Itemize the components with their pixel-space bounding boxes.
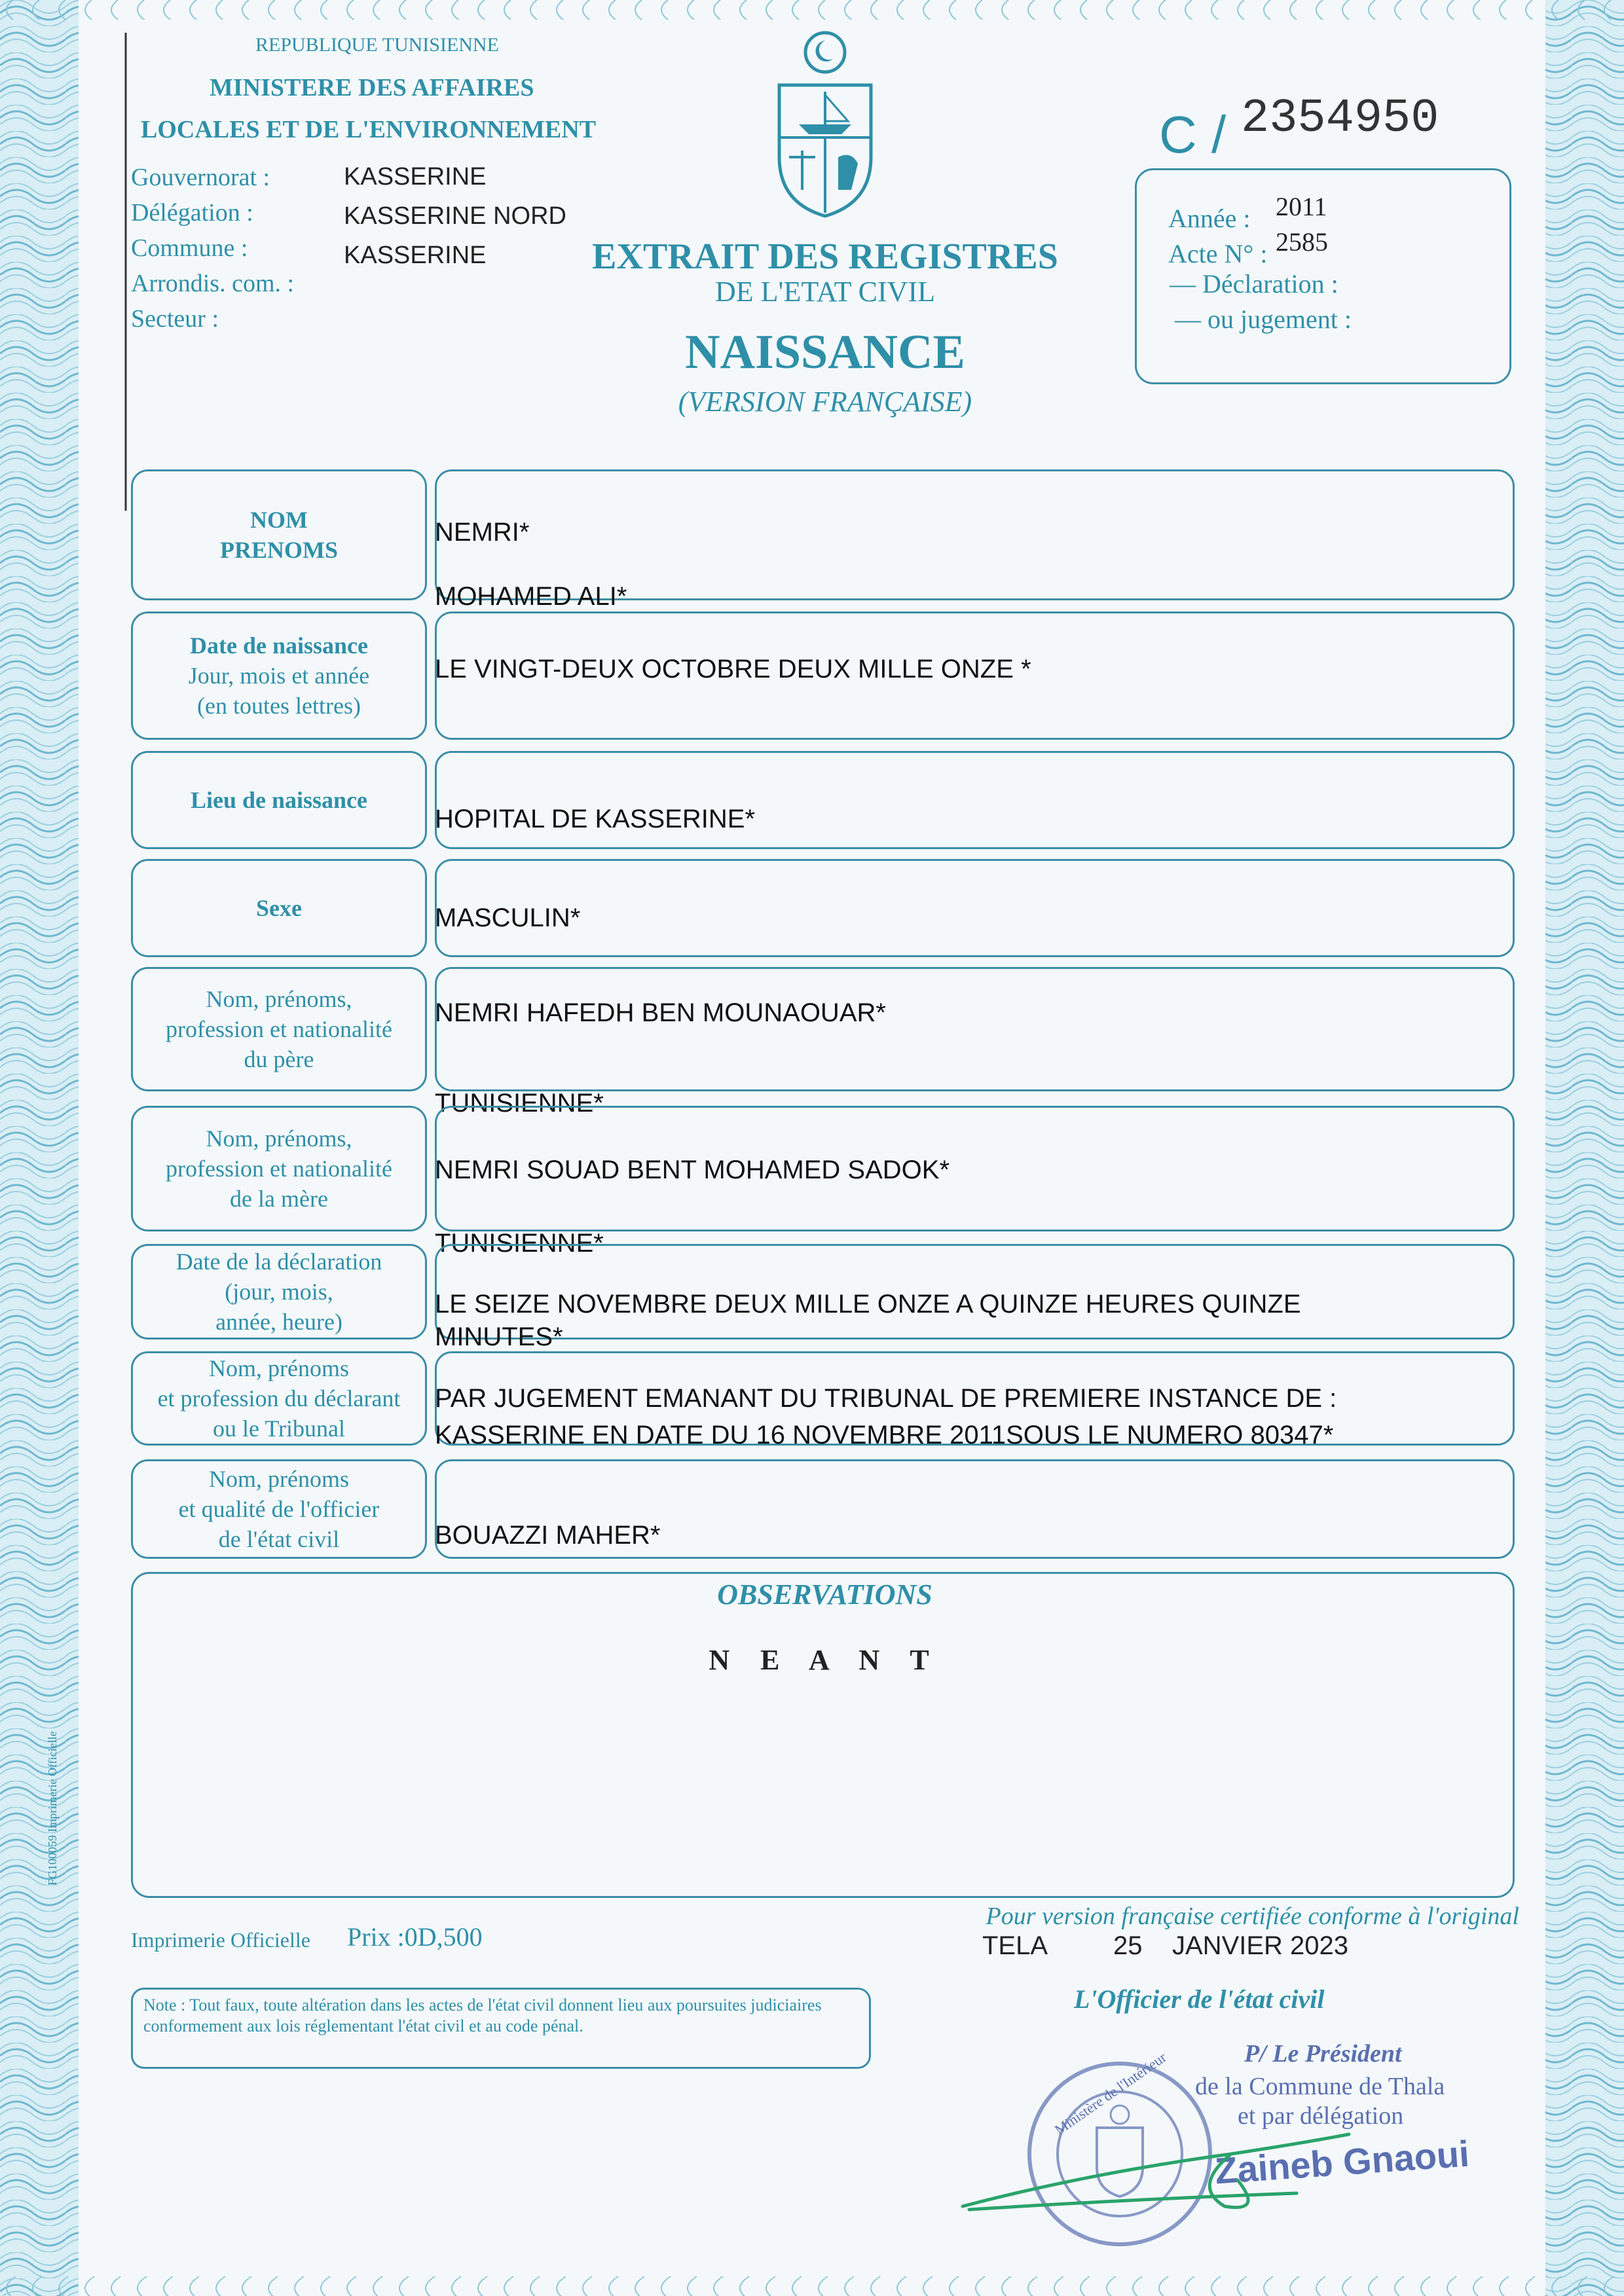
label-mere-l1: Nom, prénoms, bbox=[206, 1125, 352, 1152]
month-year: JANVIER 2023 bbox=[1172, 1931, 1349, 1960]
header-field-values bbox=[344, 157, 566, 275]
label-date-naissance-sub1: Jour, mois et année bbox=[188, 663, 370, 689]
label-pere-l1: Nom, prénoms, bbox=[206, 986, 352, 1012]
value-officier: BOUAZZI MAHER* bbox=[435, 1521, 661, 1550]
value-prenoms: MOHAMED ALI* bbox=[435, 582, 627, 611]
label-prenoms: PRENOMS bbox=[220, 537, 338, 563]
stamp-line2: de la Commune de Thala bbox=[1195, 2073, 1445, 2100]
row-pere bbox=[131, 967, 1515, 1118]
label-nom-prenoms bbox=[131, 469, 427, 600]
title-line2: DE L'ETAT CIVIL bbox=[715, 276, 935, 308]
value-mere-nationalite: TUNISIENNE* bbox=[435, 1229, 604, 1258]
jugement-label: — ou jugement : bbox=[1175, 304, 1352, 334]
value-pere-nom: NEMRI HAFEDH BEN MOUNAOUAR* bbox=[435, 998, 886, 1027]
certified-label: Pour version française certifiée conforme à l'original bbox=[986, 1903, 1519, 1930]
value-date-naissance: LE VINGT-DEUX OCTOBRE DEUX MILLE ONZE * bbox=[435, 655, 1031, 683]
row-nom-prenoms bbox=[131, 469, 1515, 611]
label-pere bbox=[131, 967, 427, 1091]
day: 25 bbox=[1113, 1931, 1143, 1960]
price-label: Prix :0D,500 bbox=[347, 1922, 483, 1952]
label-mere-l3: de la mère bbox=[230, 1186, 328, 1212]
coat-of-arms-icon bbox=[760, 26, 891, 223]
printer-side-label: FG100059 Imprimerie Officielle bbox=[46, 1731, 59, 1886]
serial-prefix: C / bbox=[1159, 105, 1227, 164]
delegation-value: KASSERINE NORD bbox=[344, 202, 566, 230]
label-officier-l3: de l'état civil bbox=[218, 1526, 340, 1552]
label-declaration-l3: année, heure) bbox=[215, 1309, 342, 1335]
label-officier bbox=[131, 1459, 427, 1559]
value-box-sexe bbox=[435, 859, 1515, 957]
row-date-naissance bbox=[131, 611, 1515, 740]
value-box-pere bbox=[435, 967, 1515, 1091]
value-declarant-l1: PAR JUGEMENT EMANANT DU TRIBUNAL DE PREMIERE INSTANCE DE : bbox=[435, 1384, 1337, 1413]
row-officier bbox=[131, 1459, 1515, 1559]
label-lieu-naissance bbox=[131, 751, 427, 849]
ministry-line1: MINISTERE DES AFFAIRES bbox=[210, 74, 534, 101]
row-mere bbox=[131, 1106, 1515, 1258]
value-declaration-l1: LE SEIZE NOVEMBRE DEUX MILLE ONZE A QUINZE HEURES QUINZE bbox=[435, 1290, 1301, 1319]
annee-value: 2011 bbox=[1276, 192, 1327, 221]
value-nom: NEMRI* bbox=[435, 518, 530, 547]
note-box bbox=[131, 1988, 871, 2069]
secteur-label: Secteur : bbox=[131, 305, 219, 333]
label-officier-l1: Nom, prénoms bbox=[209, 1466, 349, 1492]
republic-label: REPUBLIQUE TUNISIENNE bbox=[255, 34, 499, 56]
stamp-name: Zaineb Gnaoui bbox=[1213, 2132, 1471, 2192]
acte-label: Acte N° : bbox=[1168, 239, 1268, 268]
value-box-lieu bbox=[435, 751, 1515, 849]
seal-text: Ministère de l'Intérieur bbox=[1051, 2049, 1170, 2138]
label-declaration-l1: Date de la déclaration bbox=[175, 1248, 382, 1275]
stamp-line1: P/ Le Président bbox=[1244, 2040, 1402, 2068]
label-lieu-text: Lieu de naissance bbox=[190, 787, 368, 813]
row-lieu-naissance bbox=[131, 751, 1515, 849]
label-sexe bbox=[131, 859, 427, 957]
label-declaration bbox=[131, 1244, 427, 1339]
label-declarant-l2: et profession du déclarant bbox=[157, 1385, 401, 1412]
label-declarant-l1: Nom, prénoms bbox=[209, 1355, 349, 1381]
act-box bbox=[1135, 168, 1511, 384]
arrondissement-label: Arrondis. com. : bbox=[131, 270, 295, 297]
observations-title: OBSERVATIONS bbox=[717, 1578, 932, 1611]
place: TELA bbox=[982, 1931, 1048, 1960]
label-mere-l2: profession et nationalité bbox=[166, 1156, 392, 1182]
label-pere-l2: profession et nationalité bbox=[166, 1016, 392, 1042]
commune-value: KASSERINE bbox=[344, 242, 487, 269]
value-box-nom bbox=[435, 469, 1515, 600]
commune-label: Commune : bbox=[131, 234, 248, 262]
value-mere-nom: NEMRI SOUAD BENT MOHAMED SADOK* bbox=[435, 1156, 950, 1184]
label-sexe-text: Sexe bbox=[256, 895, 302, 921]
value-declarant-l2: KASSERINE EN DATE DU 16 NOVEMBRE 2011SOUS LE NUMERO 80347* bbox=[435, 1421, 1334, 1449]
header-field-labels bbox=[131, 160, 294, 337]
label-date-naissance bbox=[131, 611, 427, 740]
label-declarant-l3: ou le Tribunal bbox=[212, 1415, 346, 1442]
version-label: (VERSION FRANÇAISE) bbox=[678, 386, 972, 418]
value-pere-nationalite: TUNISIENNE* bbox=[435, 1089, 604, 1118]
document-title: NAISSANCE bbox=[685, 325, 965, 379]
declaration-label: — Déclaration : bbox=[1170, 269, 1338, 299]
value-declaration-l2: MINUTES* bbox=[435, 1322, 563, 1351]
gouvernorat-label: Gouvernorat : bbox=[131, 164, 270, 191]
label-declaration-l2: (jour, mois, bbox=[225, 1279, 333, 1305]
ministry-line2: LOCALES ET DE L'ENVIRONNEMENT bbox=[141, 116, 597, 143]
label-declarant bbox=[131, 1351, 427, 1446]
label-date-naissance-title: Date de naissance bbox=[190, 632, 368, 659]
title-line1: EXTRAIT DES REGISTRES bbox=[592, 236, 1058, 277]
label-mere bbox=[131, 1106, 427, 1231]
delegation-label: Délégation : bbox=[131, 199, 253, 227]
label-date-naissance-sub2: (en toutes lettres) bbox=[197, 693, 361, 719]
acte-value: 2585 bbox=[1276, 227, 1328, 257]
signature-icon bbox=[956, 2115, 1414, 2219]
value-lieu: HOPITAL DE KASSERINE* bbox=[435, 805, 756, 833]
observations-box bbox=[131, 1572, 1515, 1898]
row-sexe bbox=[131, 859, 1515, 957]
annee-label: Année : bbox=[1168, 204, 1251, 233]
note-text: Note : Tout faux, toute altération dans les actes de l'état civil donnent lieu aux poursuites judiciaires conformement aux lois réglementant l'état civil et au code pénal. bbox=[143, 1995, 822, 2035]
label-nom: NOM bbox=[250, 507, 308, 533]
label-officier-l2: et qualité de l'officier bbox=[178, 1496, 380, 1522]
serial-number: 2354950 bbox=[1241, 92, 1439, 145]
printer-label: Imprimerie Officielle bbox=[131, 1928, 310, 1952]
row-declarant bbox=[131, 1351, 1515, 1449]
observations-value: N E A N T bbox=[709, 1644, 941, 1676]
gouvernorat-value: KASSERINE bbox=[344, 163, 487, 191]
row-declaration bbox=[131, 1244, 1515, 1351]
officer-title: L'Officier de l'état civil bbox=[1074, 1984, 1325, 2014]
value-sexe: MASCULIN* bbox=[435, 903, 581, 932]
label-pere-l3: du père bbox=[244, 1046, 314, 1072]
stamp-line3: et par délégation bbox=[1238, 2102, 1404, 2130]
